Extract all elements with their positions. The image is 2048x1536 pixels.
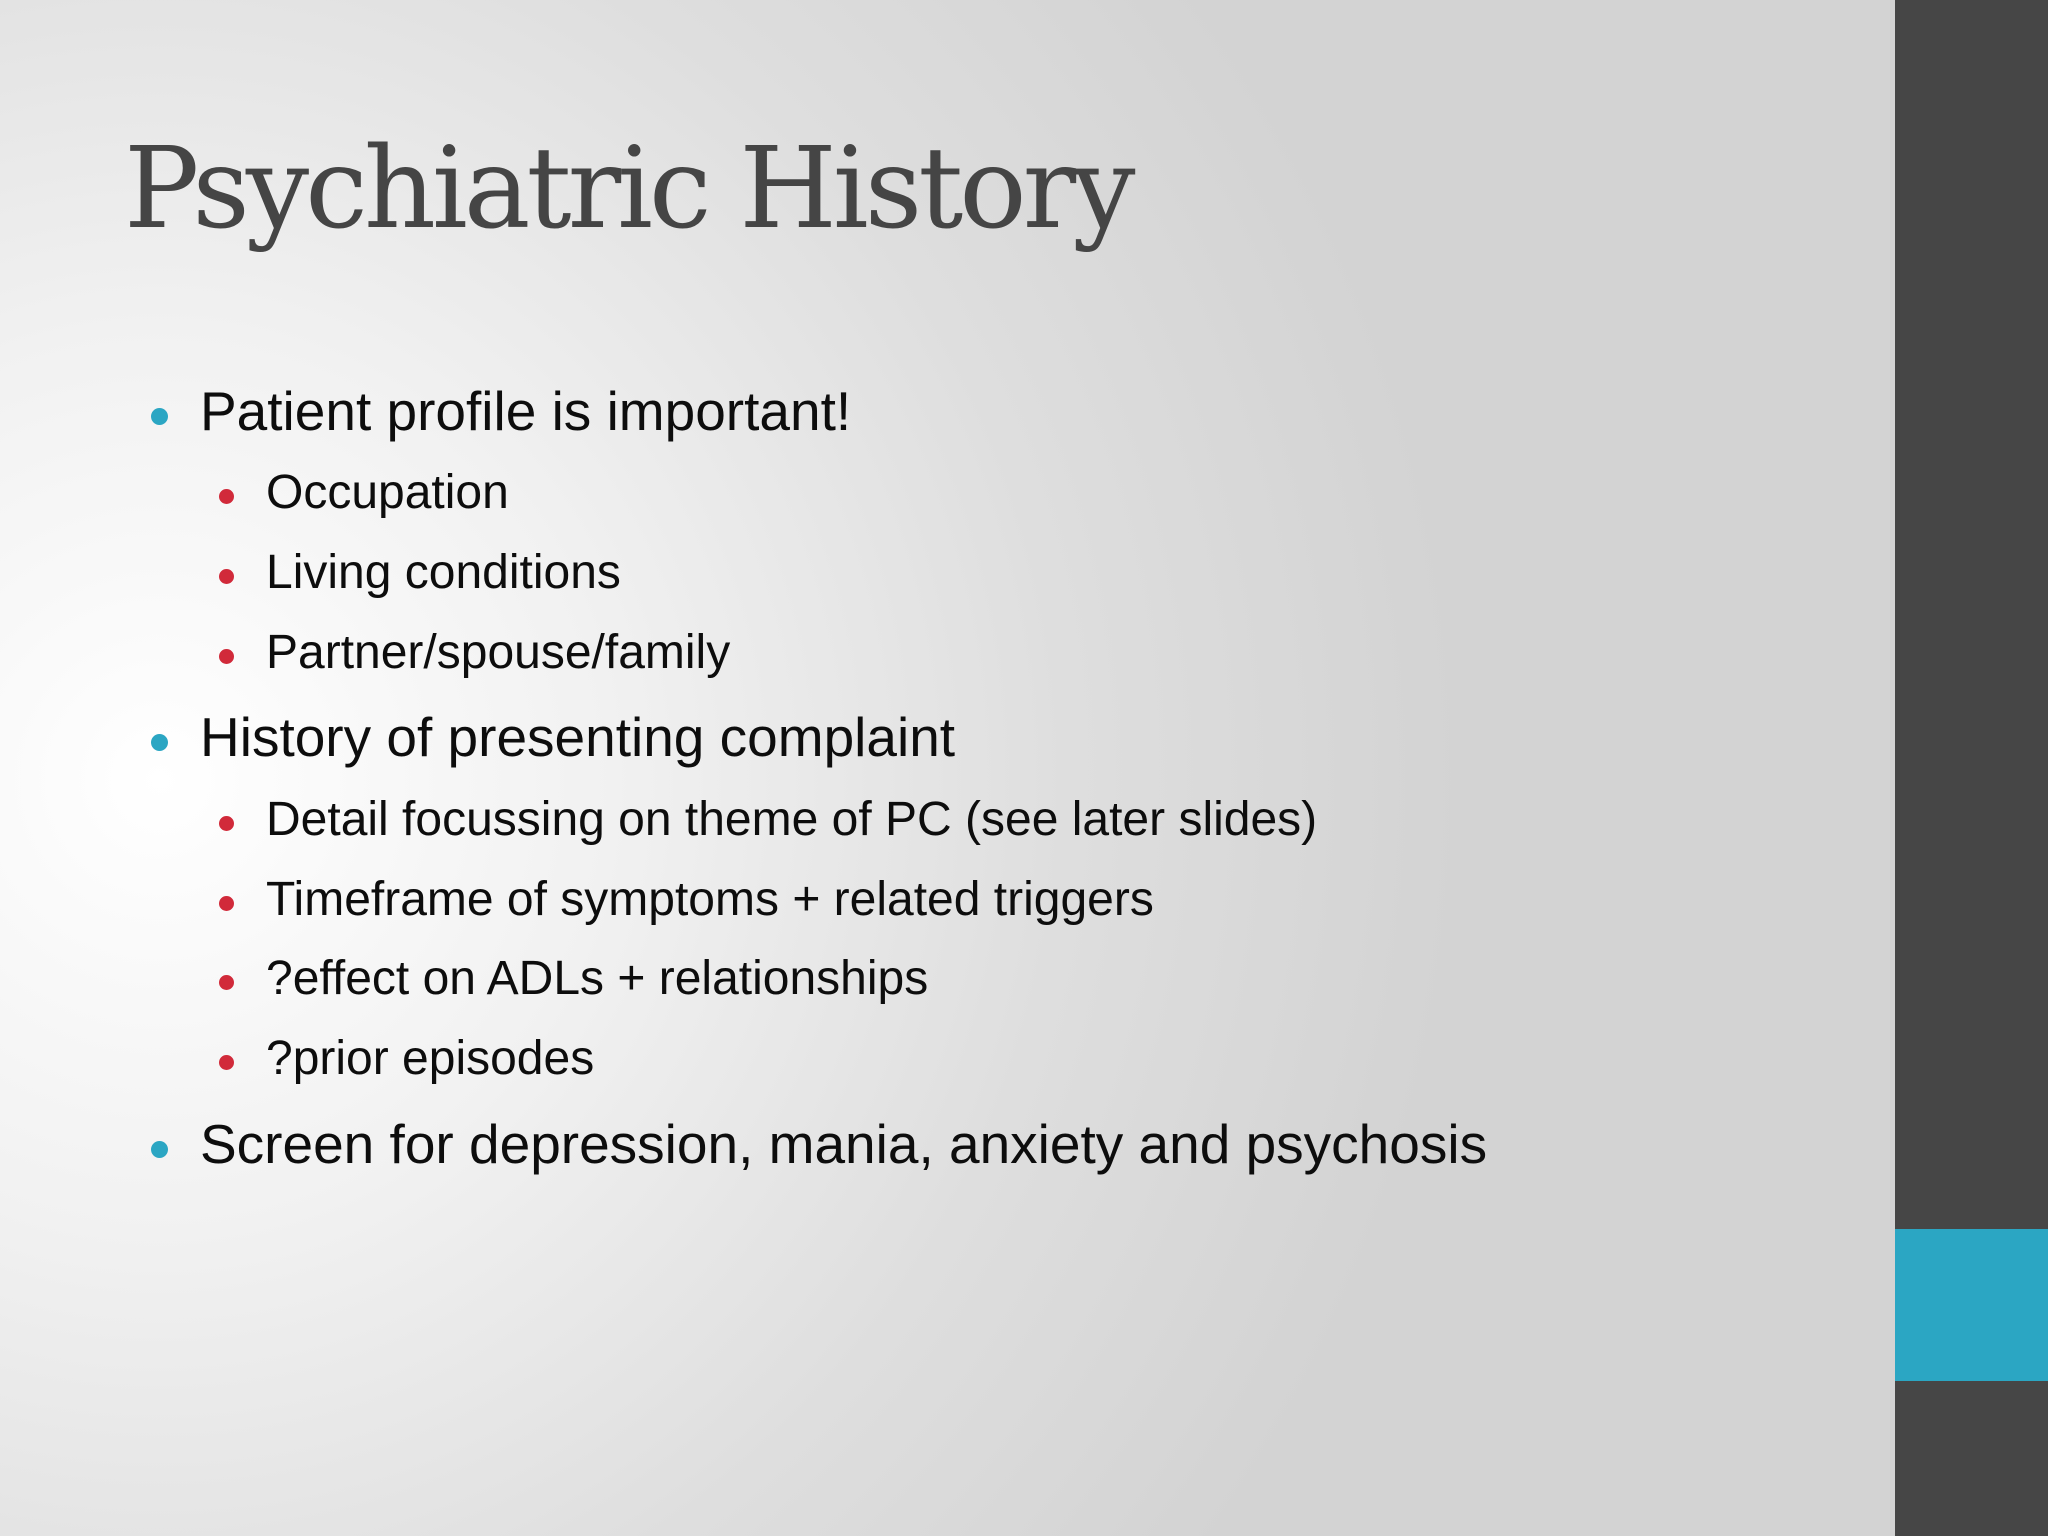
bullet-dot-icon: [151, 734, 168, 751]
sub-bullet-item: [266, 538, 621, 608]
bullet-dot-icon: [151, 1141, 168, 1158]
sub-bullet-item: [266, 785, 1317, 855]
sub-bullet-dot-icon: [219, 896, 234, 911]
sub-bullet-text: ?prior episodes: [266, 1032, 595, 1085]
sub-bullet-dot-icon: [219, 816, 234, 831]
sub-bullet-text: Partner/spouse/family: [266, 626, 731, 679]
bullet-text: Screen for depression, mania, anxiety and psychosis: [200, 1113, 1488, 1175]
sub-bullet-dot-icon: [219, 649, 234, 664]
sub-bullet-dot-icon: [219, 975, 234, 990]
bullet-text: History of presenting complaint: [200, 706, 956, 768]
sub-bullet-text: Occupation: [266, 466, 509, 519]
slide-title: Psychiatric History: [124, 124, 1132, 254]
bullet-item: [200, 1104, 1487, 1184]
side-accent-decoration: [1895, 1229, 2048, 1381]
bullet-text: Patient profile is important!: [200, 380, 852, 442]
sub-bullet-dot-icon: [219, 1055, 234, 1070]
bullet-dot-icon: [151, 408, 168, 425]
sub-bullet-text: Timeframe of symptoms + related triggers: [266, 873, 1154, 926]
sub-bullet-text: Living conditions: [266, 546, 621, 599]
bullet-item: [200, 697, 955, 777]
sub-bullet-item: [266, 618, 730, 688]
sub-bullet-item: [266, 1024, 594, 1094]
sub-bullet-text: ?effect on ADLs + relationships: [266, 952, 929, 1005]
sub-bullet-dot-icon: [219, 489, 234, 504]
sub-bullet-dot-icon: [219, 569, 234, 584]
sub-bullet-item: [266, 865, 1154, 935]
sub-bullet-item: [266, 458, 509, 528]
sub-bullet-text: Detail focussing on theme of PC (see later slides): [266, 793, 1318, 846]
sub-bullet-item: [266, 944, 928, 1014]
bullet-item: [200, 371, 851, 451]
